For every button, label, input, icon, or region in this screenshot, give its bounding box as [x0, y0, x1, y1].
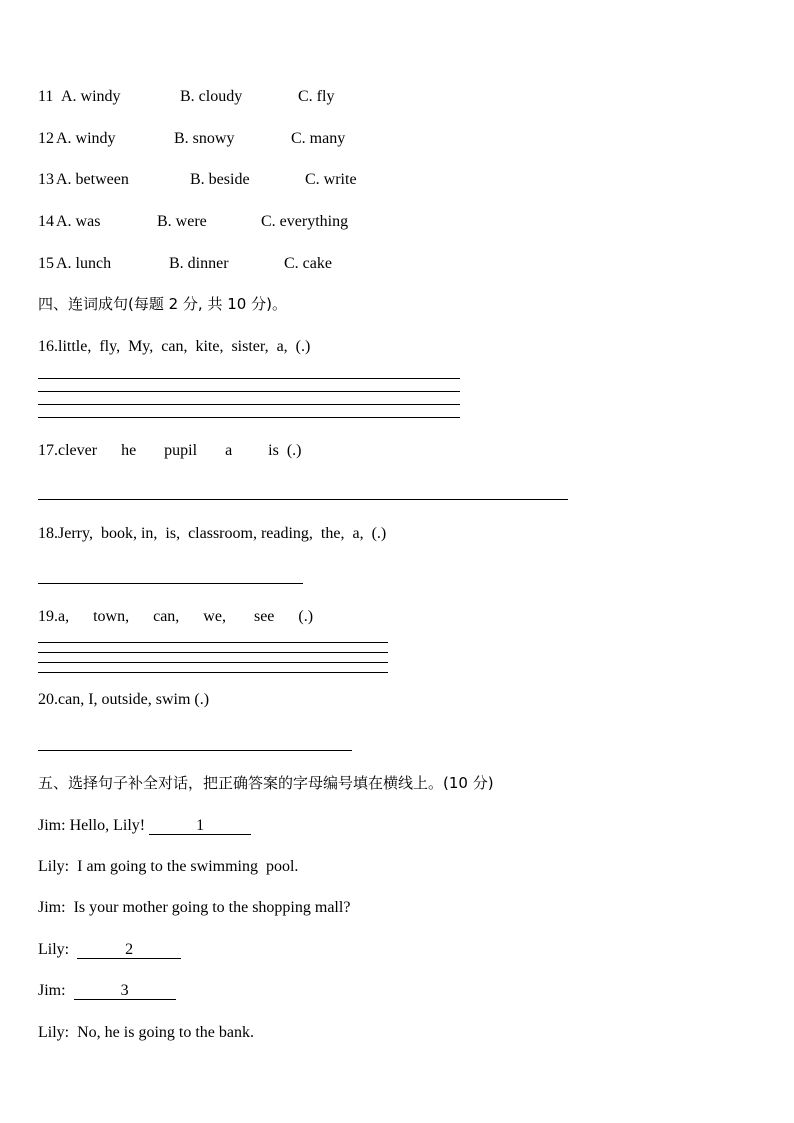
- answer-blank[interactable]: 3: [74, 983, 176, 1000]
- word-list: a, town, can, we, see (.): [58, 608, 314, 625]
- option-b: B. snowy: [174, 130, 235, 147]
- sentence-item: [38, 690, 209, 710]
- section-heading: 四、连词成句(每题 2 分, 共 10 分)。: [38, 295, 287, 313]
- answer-line[interactable]: [38, 378, 460, 379]
- dialogue-text: Hello, Lily!: [69, 817, 146, 834]
- answer-line[interactable]: [38, 662, 388, 663]
- dialogue-text: I am going to the swimming pool.: [77, 858, 299, 875]
- option-b: B. beside: [190, 171, 250, 188]
- option-a: A. windy: [61, 88, 121, 105]
- answer-line[interactable]: [38, 499, 568, 500]
- dialogue-line: [38, 1023, 254, 1043]
- answer-blank[interactable]: 2: [77, 942, 181, 959]
- answer-line[interactable]: [38, 672, 388, 673]
- item-number: 15: [38, 255, 54, 272]
- speaker: Lily:: [38, 1024, 70, 1041]
- dialogue-line: [38, 981, 176, 1001]
- section-heading: 五、选择句子补全对话，把正确答案的字母编号填在横线上。(10 分): [38, 774, 494, 792]
- word-list: little, fly, My, can, kite, sister, a, (.): [58, 338, 311, 355]
- speaker: Jim:: [38, 982, 66, 999]
- item-number: 18.: [38, 525, 58, 542]
- option-b: B. cloudy: [180, 88, 243, 105]
- option-a: A. lunch: [56, 255, 112, 272]
- answer-line[interactable]: [38, 652, 388, 653]
- option-a: A. between: [56, 171, 129, 188]
- answer-line[interactable]: [38, 404, 460, 405]
- option-a: A. windy: [56, 130, 116, 147]
- dialogue-line: [38, 940, 181, 960]
- word-list: clever he pupil a is (.): [58, 442, 302, 459]
- item-number: 11: [38, 88, 54, 105]
- answer-line[interactable]: [38, 750, 352, 751]
- option-c: C. many: [291, 130, 346, 147]
- item-number: 17.: [38, 442, 58, 459]
- option-c: C. fly: [298, 88, 335, 105]
- sentence-item: [38, 524, 386, 544]
- speaker: Jim:: [38, 899, 66, 916]
- speaker: Lily:: [38, 858, 70, 875]
- dialogue-line: [38, 857, 298, 877]
- option-c: C. cake: [284, 255, 332, 272]
- dialogue-line: [38, 898, 350, 918]
- sentence-item: [38, 441, 302, 461]
- dialogue-line: [38, 816, 251, 836]
- answer-blank[interactable]: 1: [149, 818, 251, 835]
- sentence-item: [38, 337, 310, 357]
- option-b: B. were: [157, 213, 207, 230]
- word-list: can, I, outside, swim (.): [58, 691, 210, 708]
- dialogue-text: Is your mother going to the shopping mall?: [73, 899, 351, 916]
- option-c: C. write: [305, 171, 357, 188]
- option-b: B. dinner: [169, 255, 229, 272]
- item-number: 16.: [38, 338, 58, 355]
- item-number: 14: [38, 213, 54, 230]
- speaker: Jim:: [38, 817, 66, 834]
- answer-line[interactable]: [38, 583, 303, 584]
- answer-line[interactable]: [38, 417, 460, 418]
- option-a: A. was: [56, 213, 101, 230]
- item-number: 12: [38, 130, 54, 147]
- speaker: Lily:: [38, 941, 70, 958]
- answer-line[interactable]: [38, 642, 388, 643]
- item-number: 13: [38, 171, 54, 188]
- item-number: 20.: [38, 691, 58, 708]
- sentence-item: [38, 607, 313, 627]
- item-number: 19.: [38, 608, 58, 625]
- option-c: C. everything: [261, 213, 349, 230]
- word-list: Jerry, book, in, is, classroom, reading, the, a, (.): [58, 525, 387, 542]
- answer-line[interactable]: [38, 391, 460, 392]
- dialogue-text: No, he is going to the bank.: [77, 1024, 254, 1041]
